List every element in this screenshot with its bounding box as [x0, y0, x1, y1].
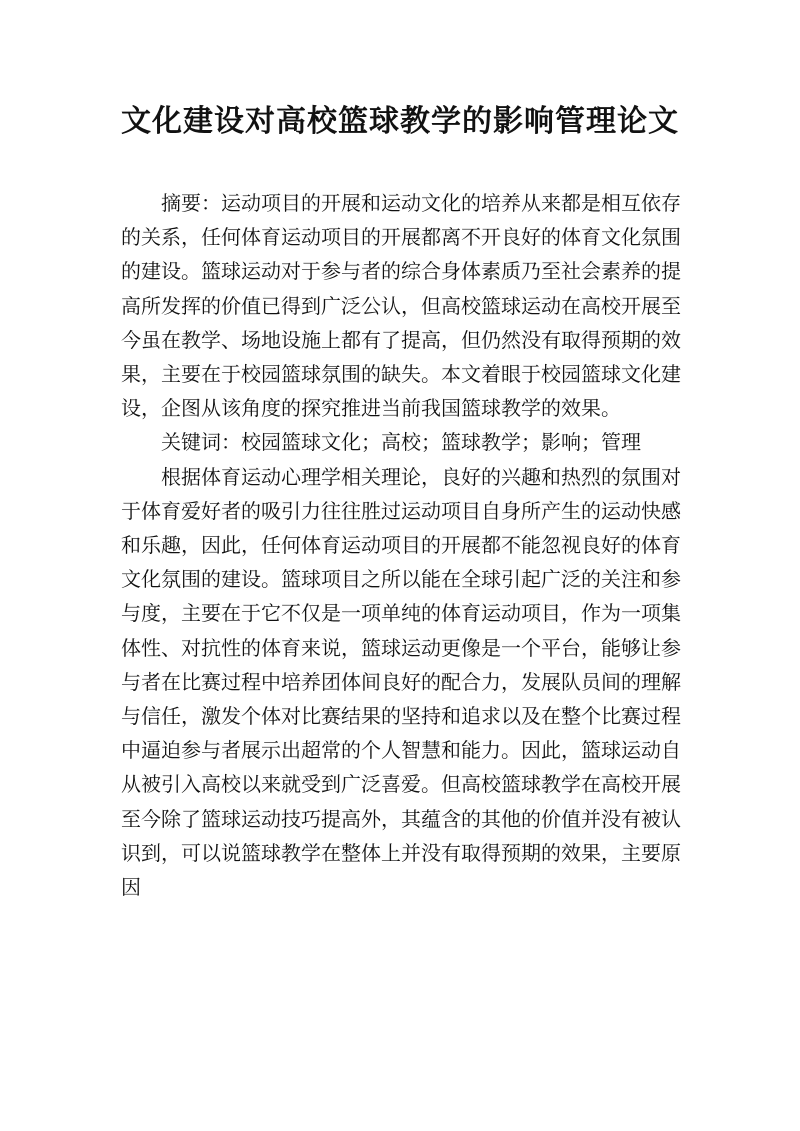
abstract-paragraph: 摘要：运动项目的开展和运动文化的培养从来都是相互依存的关系，任何体育运动项目的开展都离不开良好的体育文化氛围的建设。篮球运动对于参与者的综合身体素质乃至社会素养的提高所发挥的价值已得到广泛公认，但高校篮球运动在高校开展至今虽在教学、场地设施上都有了提高，但仍然没有取得预期的效果，主要在于校园篮球氛围的缺失。本文着眼于校园篮球文化建设，企图从该角度的探究推进当前我国篮球教学的效果。 — [121, 191, 681, 421]
body-paragraph: 根据体育运动心理学相关理论，良好的兴趣和热烈的氛围对于体育爱好者的吸引力往往胜过运动项目自身所产生的运动快感和乐趣，因此，任何体育运动项目的开展都不能忽视良好的体育文化氛围的建设。篮球项目之所以能在全球引起广泛的关注和参与度，主要在于它不仅是一项单纯的体育运动项目，作为一项集体性、对抗性的体育来说，篮球运动更像是一个平台，能够让参与者在比赛过程中培养团体间良好的配合力，发展队员间的理解与信任，激发个体对比赛结果的坚持和追求以及在整个比赛过程中逼迫参与者展示出超常的个人智慧和能力。因此，篮球运动自从被引入高校以来就受到广泛喜爱。但高校篮球教学在高校开展至今除了篮球运动技巧提高外，其蕴含的其他的价值并没有被认识到，可以说篮球教学在整体上并没有取得预期的效果，主要原因 — [121, 464, 681, 900]
keywords-paragraph: 关键词：校园篮球文化；高校；篮球教学；影响；管理 — [161, 430, 641, 455]
document-body — [121, 186, 681, 904]
document-title: 文化建设对高校篮球教学的影响管理论文 — [121, 104, 679, 139]
